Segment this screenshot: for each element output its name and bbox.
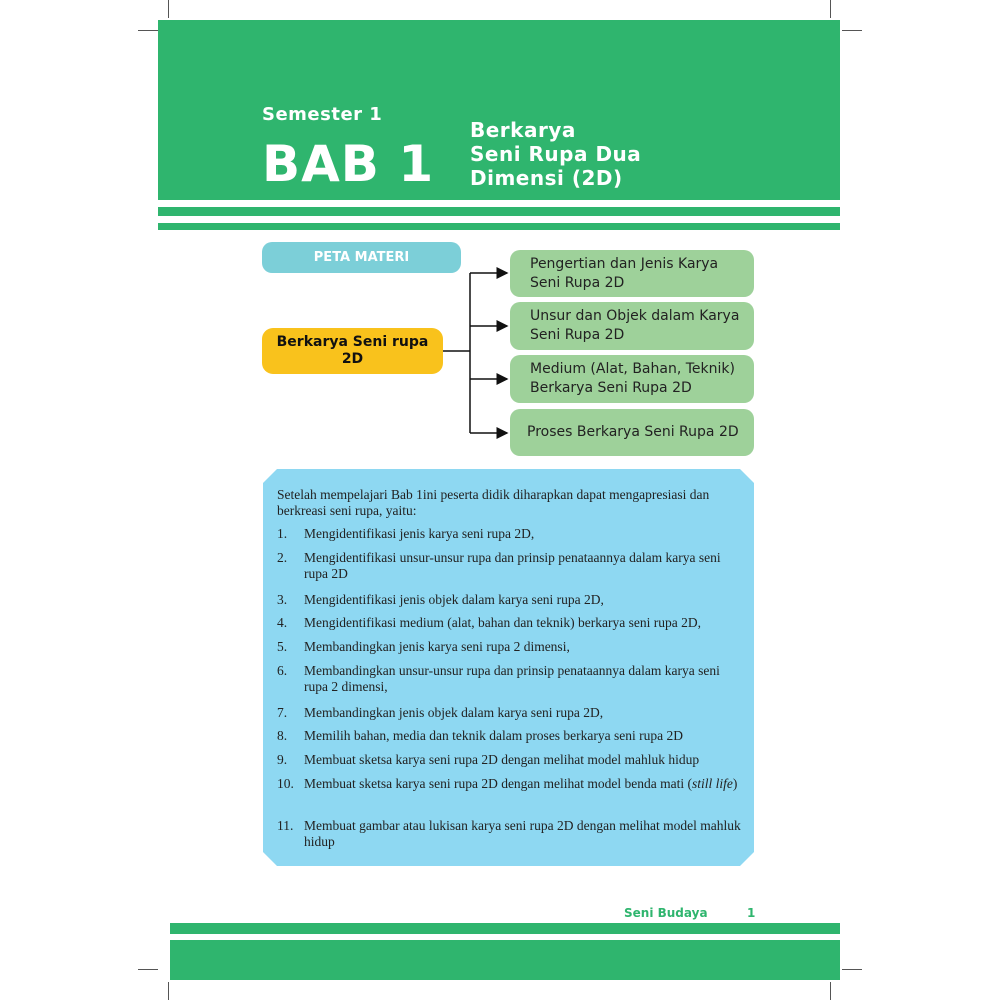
page-number: 1	[747, 906, 756, 920]
footer-band	[170, 940, 840, 980]
list-item-number: 1.	[277, 526, 288, 541]
list-item-text: Mengidentifikasi jenis karya seni rupa 2D,	[304, 526, 535, 541]
list-item-text: Membuat gambar atau lukisan karya seni rupa 2D dengan melihat model mahluk hidup	[304, 818, 741, 849]
list-item-italic: still life	[692, 776, 733, 791]
chapter-title: Berkarya Seni Rupa Dua Dimensi (2D)	[470, 118, 642, 190]
list-item-text: Memilih bahan, media dan teknik dalam proses berkarya seni rupa 2D	[304, 728, 684, 743]
list-item-number: 5.	[277, 639, 288, 654]
list-item-number: 8.	[277, 728, 288, 743]
list-item-number: 6.	[277, 663, 288, 678]
concept-map-branch-node: Medium (Alat, Bahan, Teknik) Berkarya Seni Rupa 2D	[510, 355, 754, 403]
chapter-number: BAB 1	[262, 135, 435, 193]
list-item-number: 10.	[277, 776, 294, 791]
list-item-text: Membandingkan unsur-unsur rupa dan prinsip penataannya dalam karya seni rupa 2 dimensi,	[304, 663, 720, 694]
list-item-text: Membandingkan jenis karya seni rupa 2 dimensi,	[304, 639, 570, 654]
concept-map-center-node: Berkarya Seni rupa 2D	[262, 328, 443, 374]
list-item-text: Mengidentifikasi jenis objek dalam karya seni rupa 2D,	[304, 592, 604, 607]
concept-map-branch-node: Proses Berkarya Seni Rupa 2D	[510, 409, 754, 456]
list-item-number: 11.	[277, 818, 294, 833]
list-item-number: 2.	[277, 550, 288, 565]
footer-subject: Seni Budaya	[624, 906, 708, 920]
concept-map-label: PETA MATERI	[262, 242, 461, 273]
list-item-number: 7.	[277, 705, 288, 720]
objectives-intro: Setelah mempelajari Bab 1ini peserta didik diharapkan dapat mengapresiasi dan berkreasi seni rupa, yaitu:	[277, 487, 710, 518]
list-item-number: 3.	[277, 592, 288, 607]
concept-map-branch-node: Unsur dan Objek dalam Karya Seni Rupa 2D	[510, 302, 754, 350]
list-item-text: Membandingkan jenis objek dalam karya seni rupa 2D,	[304, 705, 604, 720]
list-item-text: Membuat sketsa karya seni rupa 2D dengan melihat model benda mati (still life)	[304, 776, 738, 791]
list-item-text: Membuat sketsa karya seni rupa 2D dengan melihat model mahluk hidup	[304, 752, 700, 767]
concept-map-branch-node: Pengertian dan Jenis Karya Seni Rupa 2D	[510, 250, 754, 297]
list-item-number: 9.	[277, 752, 288, 767]
semester-label: Semester 1	[262, 104, 383, 125]
list-item-text: Mengidentifikasi medium (alat, bahan dan teknik) berkarya seni rupa 2D,	[304, 615, 701, 630]
footer-stripe	[170, 923, 840, 934]
list-item-number: 4.	[277, 615, 288, 630]
list-item-text: Mengidentifikasi unsur-unsur rupa dan prinsip penataannya dalam karya seni rupa 2D	[304, 550, 721, 581]
